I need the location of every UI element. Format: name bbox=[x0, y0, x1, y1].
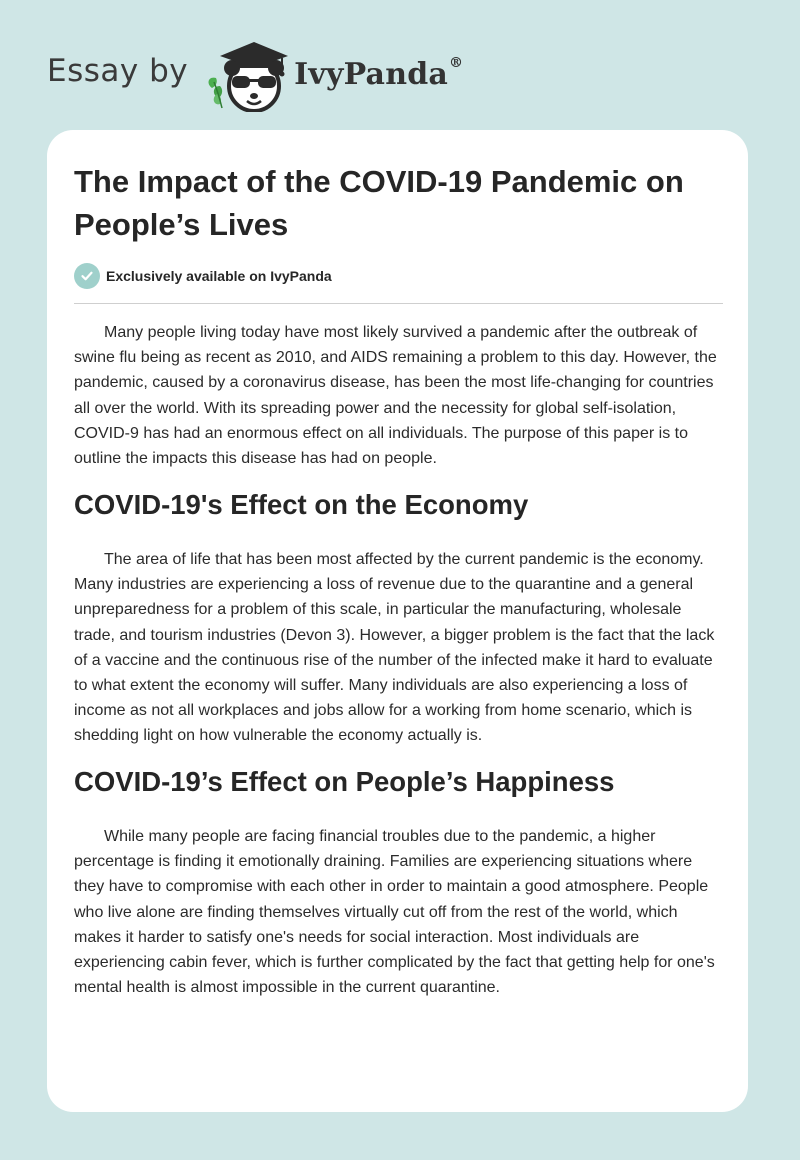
section-body-economy: The area of life that has been most affected by the current pandemic is the economy. Many industries are experiencing a loss of revenue due to the quarantine and a general unpreparedness for a problem of this scale, in particular the manufacturing, wholesale trade, and tourism industries (Devon 3). However, a bigger problem is the fact that the lack of a vaccine and the continuous rise of the number of the infected make it hard to evaluate to what extent the economy will suffer. Many individuals are also experiencing a loss of income as not all workplaces and jobs allow for a working from home scenario, which is shedding light on how vulnerable the economy actually is. bbox=[74, 551, 715, 745]
ivypanda-logo-icon[interactable] bbox=[202, 36, 290, 112]
exclusive-label: Exclusively available on IvyPanda bbox=[106, 268, 332, 284]
intro-paragraph: Many people living today have most likely survived a pandemic after the outbreak of swine flu being as recent as 2010, and AIDS remaining a problem to this day. However, the pandemic, caused by a coronavirus disease, has been the most life-changing for countries all over the world. With its spreading power and the necessity for global self-isolation, COVID-9 has had an enormous effect on all individuals. The purpose of this paper is to outline the impacts this disease has had on people. bbox=[74, 324, 717, 468]
section-heading-economy: COVID-19's Effect on the Economy bbox=[74, 489, 529, 520]
divider bbox=[74, 303, 723, 304]
exclusive-badge bbox=[74, 263, 332, 289]
section-body-happiness: While many people are facing financial troubles due to the pandemic, a higher percentage is finding it emotionally draining. Families are experiencing situations where they have to compromise with each other in order to maintain a good atmosphere. People who live alone are finding themselves virtually cut off from the rest of the world, which makes it harder to satisfy one's needs for social interaction. Most individuals are experiencing cabin fever, which is further complicated by the fact that getting help for one's mental health is almost impossible in the current quarantine. bbox=[74, 828, 715, 997]
essay-card bbox=[47, 130, 748, 1112]
brand-name[interactable] bbox=[294, 54, 464, 92]
essay-title: The Impact of the COVID-19 Pandemic on People’s Lives bbox=[74, 164, 684, 242]
registered-mark: ® bbox=[449, 54, 464, 71]
essay-by-label: Essay by bbox=[47, 53, 189, 89]
section-heading-happiness: COVID-19’s Effect on People’s Happiness bbox=[74, 766, 615, 797]
site-header bbox=[47, 36, 463, 112]
brand-text: IvyPanda bbox=[294, 56, 449, 92]
check-icon bbox=[74, 263, 100, 289]
